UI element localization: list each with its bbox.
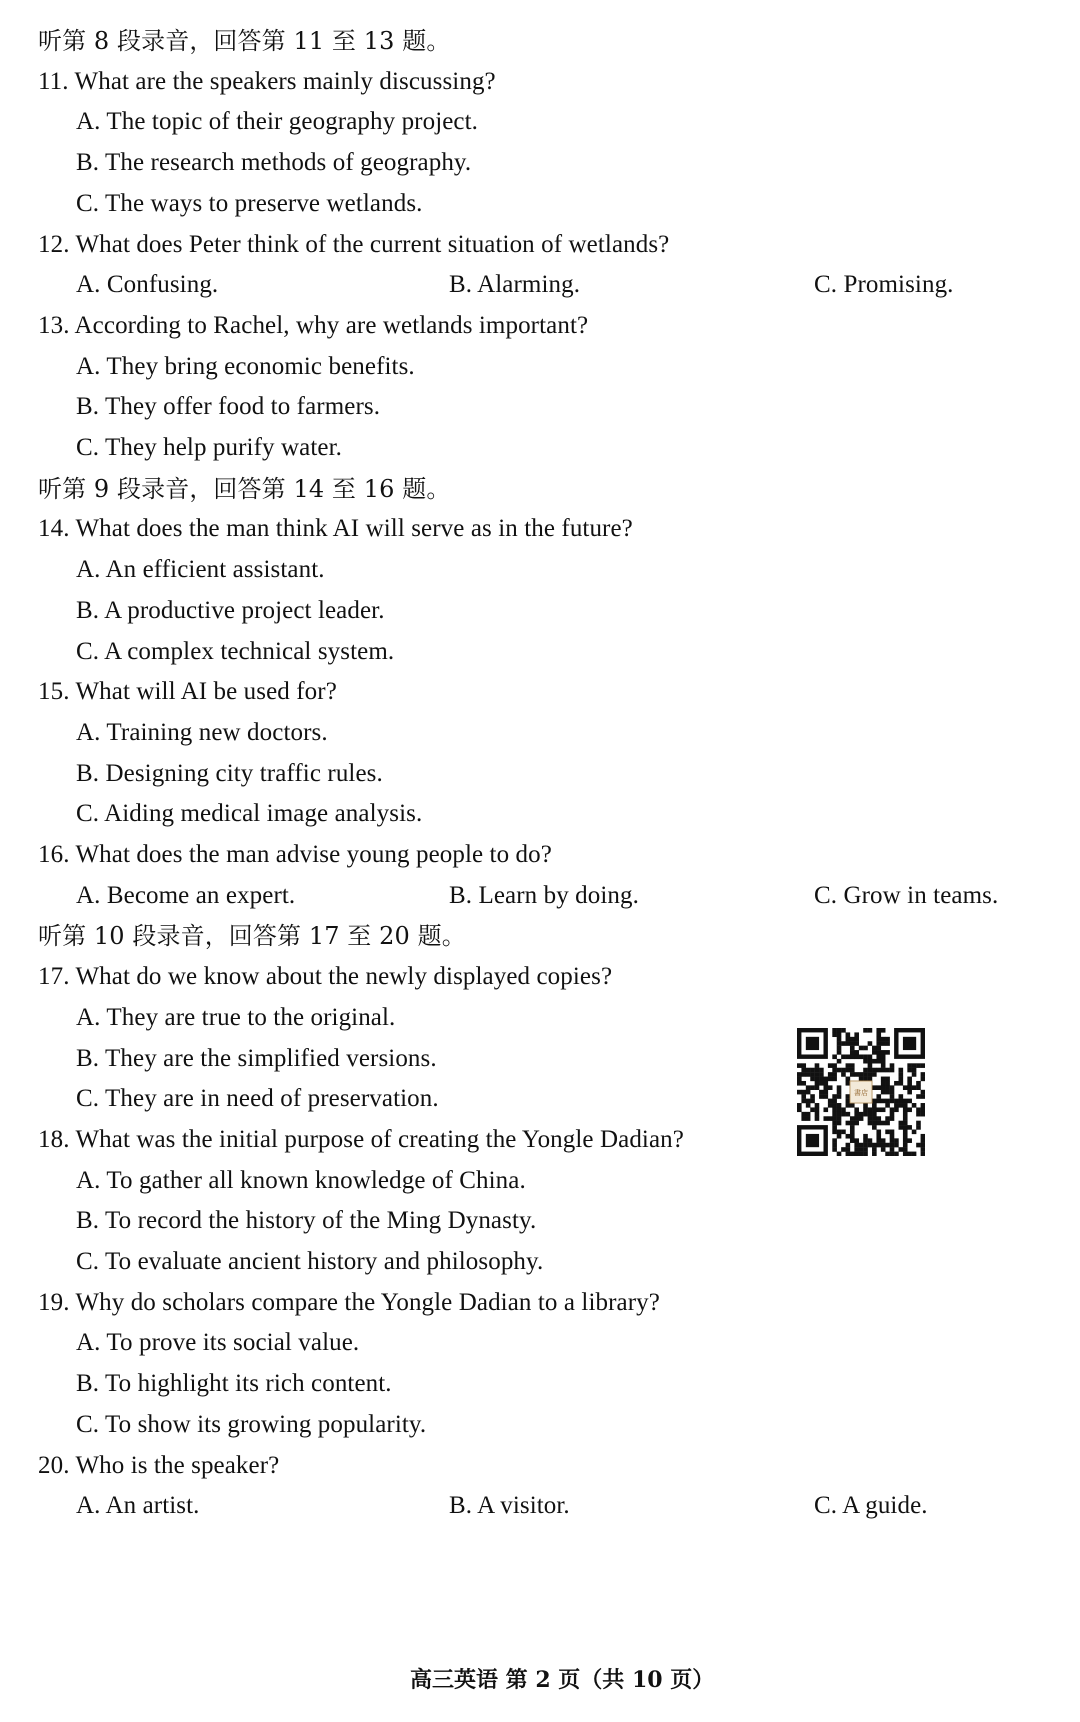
answer-option: B. A visitor. (449, 1492, 570, 1520)
answer-option: B. To record the history of the Ming Dynasty. (76, 1207, 537, 1235)
answer-option: B. Alarming. (449, 271, 581, 299)
qr-badge-text: 書店 (854, 1089, 868, 1098)
answer-option: A. They are true to the original. (76, 1003, 396, 1031)
question-stem: 12. What does Peter think of the current situation of wetlands? (38, 230, 670, 258)
answer-option: A. They bring economic benefits. (76, 352, 415, 380)
answer-option: C. A guide. (814, 1492, 928, 1520)
answer-option: B. They are the simplified versions. (76, 1044, 437, 1072)
answer-option: A. An efficient assistant. (76, 556, 325, 584)
answer-option: C. To show its growing popularity. (76, 1410, 427, 1438)
answer-option: C. The ways to preserve wetlands. (76, 189, 423, 217)
question-stem: 18. What was the initial purpose of creating the Yongle Dadian? (38, 1125, 684, 1153)
question-stem: 20. Who is the speaker? (38, 1451, 280, 1479)
answer-option: B. To highlight its rich content. (76, 1370, 392, 1398)
answer-option: C. They are in need of preservation. (76, 1085, 439, 1113)
question-stem: 19. Why do scholars compare the Yongle Dadian to a library? (38, 1288, 660, 1316)
answer-option: B. Learn by doing. (449, 881, 639, 909)
answer-option: B. A productive project leader. (76, 596, 385, 624)
answer-option: C. Promising. (814, 271, 954, 299)
answer-option: C. To evaluate ancient history and philosophy. (76, 1248, 544, 1275)
answer-option: C. Grow in teams. (814, 881, 999, 909)
question-stem: 17. What do we know about the newly displayed copies? (38, 963, 613, 991)
question-stem: 14. What does the man think AI will serve as in the future? (38, 515, 633, 543)
answer-option: A. An artist. (76, 1492, 200, 1520)
section-heading: 听第 8 段录音，回答第 11 至 13 题。 (38, 27, 451, 55)
answer-option: B. Designing city traffic rules. (76, 759, 383, 787)
answer-option: B. The research methods of geography. (76, 149, 472, 177)
answer-option: A. To gather all known knowledge of China. (76, 1166, 526, 1194)
question-stem: 11. What are the speakers mainly discussing? (38, 67, 496, 95)
section-heading: 听第 9 段录音，回答第 14 至 16 题。 (38, 474, 451, 503)
answer-option: C. They help purify water. (76, 434, 342, 461)
answer-option: A. Become an expert. (76, 881, 296, 909)
question-stem: 15. What will AI be used for? (38, 678, 337, 706)
answer-option: A. Training new doctors. (76, 718, 328, 746)
answer-option: A. To prove its social value. (76, 1329, 360, 1357)
answer-option: B. They offer food to farmers. (76, 393, 381, 421)
page-footer: 高三英语 第 2 页（共 10 页） (410, 1667, 715, 1693)
qr-code-icon (797, 1028, 925, 1156)
section-heading: 听第 10 段录音，回答第 17 至 20 题。 (38, 922, 466, 951)
question-stem: 13. According to Rachel, why are wetlands important? (38, 311, 589, 339)
answer-option: C. A complex technical system. (76, 637, 395, 665)
answer-option: A. The topic of their geography project. (76, 108, 479, 136)
answer-option: A. Confusing. (76, 271, 219, 299)
answer-option: C. Aiding medical image analysis. (76, 800, 423, 828)
question-stem: 16. What does the man advise young people to do? (38, 841, 552, 868)
